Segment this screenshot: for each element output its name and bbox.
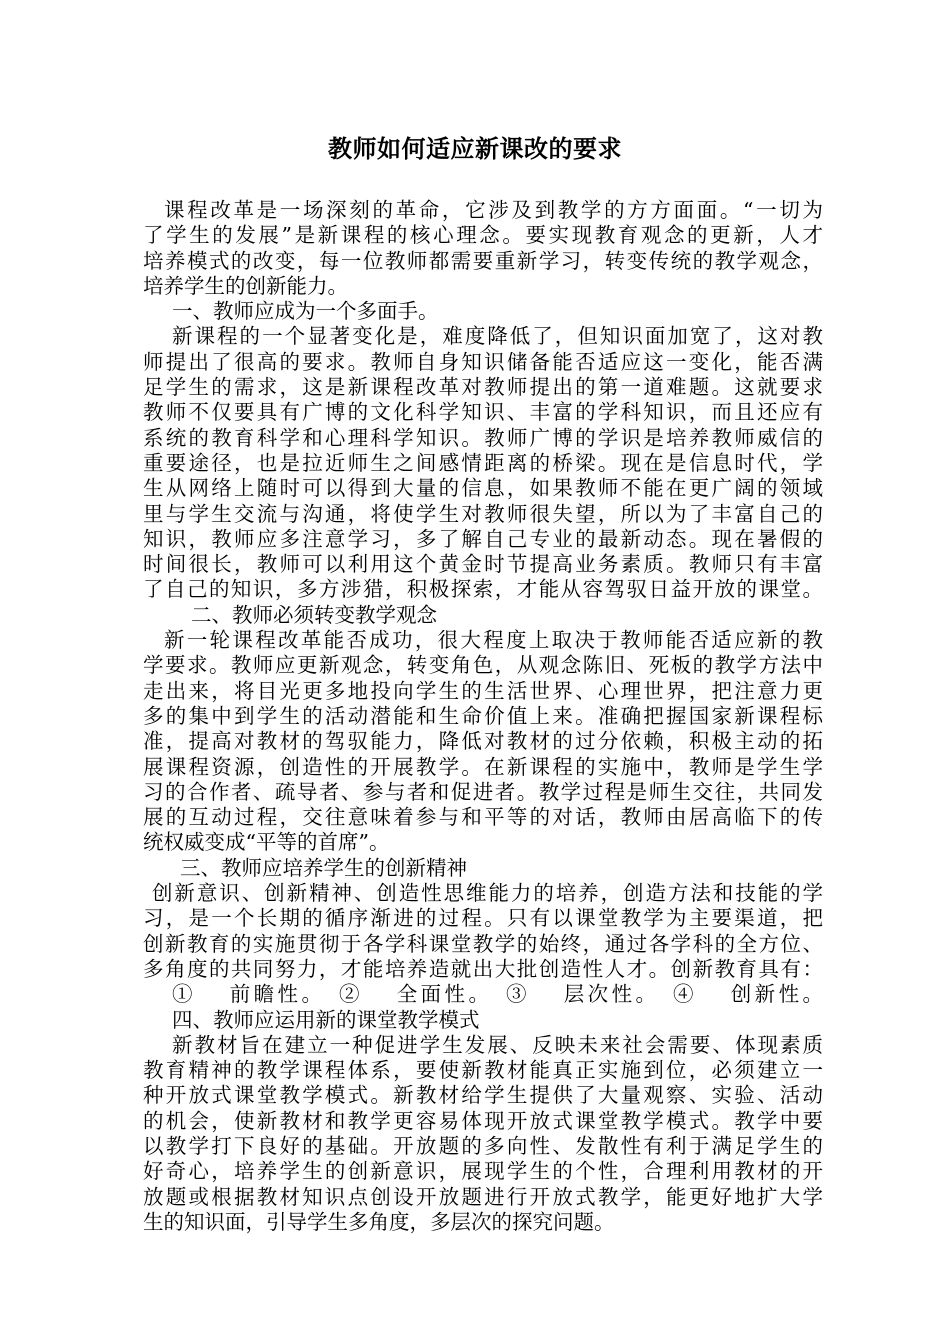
section-heading: 二、教师必须转变教学观念 [191,602,437,627]
paragraph-line: 培养学生的创新能力。 [143,273,348,298]
paragraph-line: 多的集中到学生的活动潜能和生命价值上来。准确把握国家新课程标 [143,703,823,728]
paragraph-line: 统权威变成“平等的首席”。 [143,830,390,855]
paragraph-line: 走出来，将目光更多地投向学生的生活世界、心理世界，把注意力更 [143,678,823,703]
section-heading: 一、教师应成为一个多面手。 [172,299,439,324]
paragraph-line: 重要途径，也是拉近师生之间感情距离的桥梁。现在是信息时代，学 [143,450,823,475]
paragraph-line: 了自己的知识，多方涉猎，积极探索，才能从容驾驭日益开放的课堂。 [143,577,823,602]
paragraph-line: 创新意识、创新精神、创造性思维能力的培养，创造方法和技能的学 [152,881,823,906]
paragraph-line: 教育精神的教学课程体系，要使新教材能真正实施到位，必须建立一 [143,1058,823,1083]
page-title: 教师如何适应新课改的要求 [328,134,622,163]
document-body [143,198,823,1235]
paragraph-line: 准，提高对教材的驾驭能力，降低对教材的过分依赖，积极主动的拓 [143,729,823,754]
paragraph-line: 习，是一个长期的循序渐进的过程。只有以课堂教学为主要渠道，把 [143,906,823,931]
paragraph-line: 生的知识面，引导学生多角度，多层次的探究问题。 [143,1209,615,1234]
paragraph-line: 展的互动过程，交往意味着参与和平等的对话，教师由居高临下的传 [143,805,823,830]
paragraph-line: 生从网络上随时可以得到大量的信息，如果教师不能在更广阔的领域 [143,476,823,501]
paragraph-line: 创新教育的实施贯彻于各学科课堂教学的始终，通过各学科的全方位、 [143,931,823,956]
paragraph-line: 里与学生交流与沟通，将使学生对教师很失望，所以为了丰富自己的 [143,501,823,526]
paragraph-line: 新教材旨在建立一种促进学生发展、反映未来社会需要、体现素质 [172,1032,823,1057]
paragraph-line: 以教学打下良好的基础。开放题的多向性、发散性有利于满足学生的 [143,1133,823,1158]
paragraph-line: 时间很长，教师可以利用这个黄金时节提高业务素质。教师只有丰富 [143,552,823,577]
section-heading: 四、教师应运用新的课堂教学模式 [172,1007,480,1032]
paragraph-line: 好奇心，培养学生的创新意识，展现学生的个性，合理利用教材的开 [143,1159,823,1184]
section-heading: 三、教师应培养学生的创新精神 [180,855,467,880]
paragraph-line: 多角度的共同努力，才能培养造就出大批创造性人才。创新教育具有： [143,956,823,981]
paragraph-line: 课程改革是一场深刻的革命，它涉及到教学的方方面面。“一切为 [164,198,823,222]
paragraph-line: 放题或根据教材知识点创设开放题进行开放式教学，能更好地扩大学 [143,1184,823,1209]
paragraph-line: ① 前瞻性。 ② 全面性。 ③ 层次性。 ④ 创新性。 [172,982,823,1007]
paragraph-line: 学要求。教师应更新观念，转变角色，从观念陈旧、死板的教学方法中 [143,653,823,678]
paragraph-line: 培养模式的改变，每一位教师都需要重新学习，转变传统的教学观念， [143,248,823,273]
paragraph-line: 种开放式课堂教学模式。新教材给学生提供了大量观察、实验、活动 [143,1083,823,1108]
paragraph-line: 足学生的需求，这是新课程改革对教师提出的第一道难题。这就要求 [143,375,823,400]
paragraph-line: 师提出了很高的要求。教师自身知识储备能否适应这一变化，能否满 [143,349,823,374]
paragraph-line: 展课程资源，创造性的开展教学。在新课程的实施中，教师是学生学 [143,754,823,779]
paragraph-line: 系统的教育科学和心理科学知识。教师广博的学识是培养教师威信的 [143,425,823,450]
paragraph-line: 的机会，使新教材和教学更容易体现开放式课堂教学模式。教学中要 [143,1108,823,1133]
paragraph-line: 教师不仅要具有广博的文化科学知识、丰富的学科知识，而且还应有 [143,400,823,425]
paragraph-line: 习的合作者、疏导者、参与者和促进者。教学过程是师生交往，共同发 [143,779,823,804]
paragraph-line: 了学生的发展”是新课程的核心理念。要实现教育观念的更新，人才 [143,223,823,248]
paragraph-line: 知识，教师应多注意学习，多了解自己专业的最新动态。现在暑假的 [143,526,823,551]
paragraph-line: 新一轮课程改革能否成功，很大程度上取决于教师能否适应新的教 [164,628,823,653]
paragraph-line: 新课程的一个显著变化是，难度降低了，但知识面加宽了，这对教 [172,324,823,349]
